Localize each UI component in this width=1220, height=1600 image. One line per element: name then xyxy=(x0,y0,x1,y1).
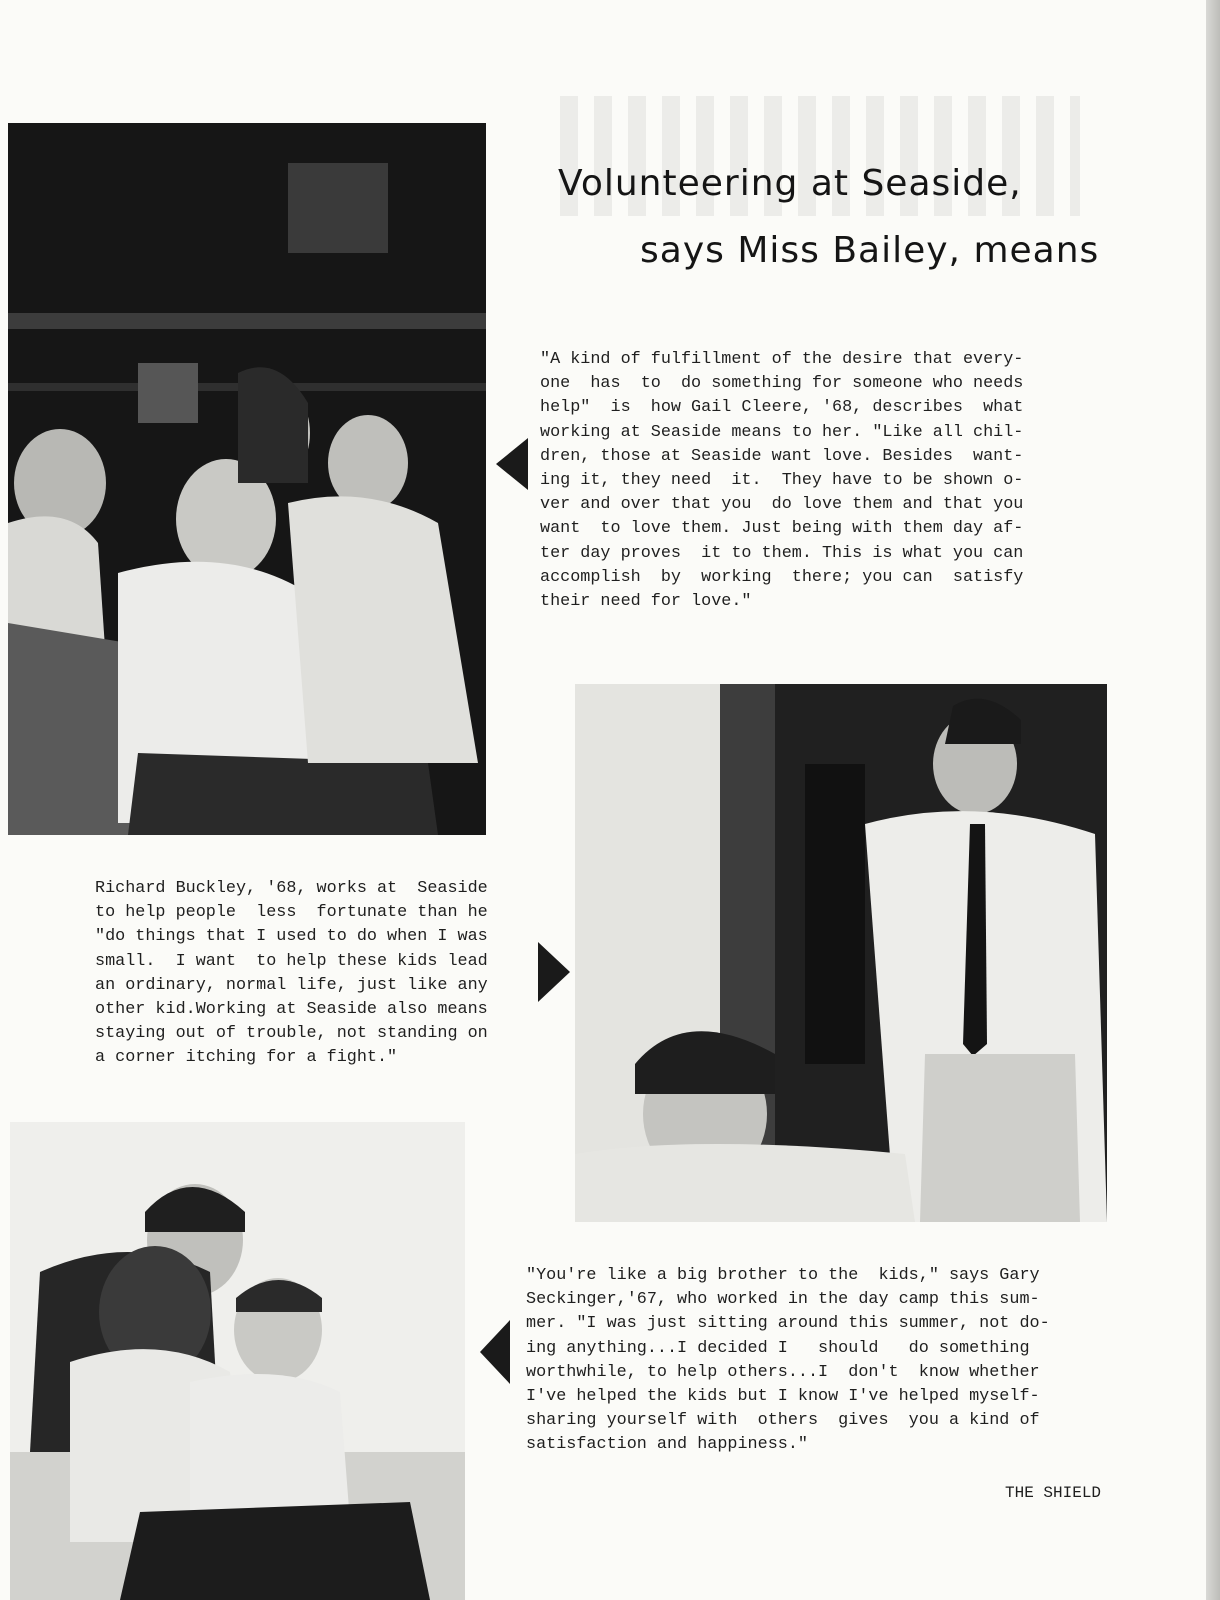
text-line: sharing yourself with others gives you a kind of xyxy=(526,1411,1040,1431)
headline-line-1: Volunteering at Seaside, xyxy=(558,163,1022,204)
text-line: Seckinger,'67, who worked in the day camp this sum- xyxy=(526,1290,1040,1310)
text-line: satisfaction and happiness." xyxy=(526,1435,808,1455)
photo-children-hugging xyxy=(10,1122,465,1600)
text-line: a corner itching for a fight." xyxy=(95,1048,398,1068)
text-line: ing anything...I decided I should do something xyxy=(526,1338,1030,1358)
text-line: "You're like a big brother to the kids," says Gary xyxy=(526,1266,1040,1285)
photo-boy-with-child xyxy=(575,684,1107,1222)
text-line: want to love them. Just being with them day af- xyxy=(540,519,1024,539)
headline-line-2: says Miss Bailey, means xyxy=(640,230,1100,271)
text-line: worthwhile, to help others...I don't know whether xyxy=(526,1362,1040,1382)
text-line: ver and over that you do love them and that you xyxy=(540,495,1024,515)
text-line: to help people less fortunate than he xyxy=(95,903,488,923)
text-line: ter day proves it to them. This is what you can xyxy=(540,543,1024,563)
text-line: staying out of trouble, not standing on xyxy=(95,1024,488,1044)
text-line: one has to do something for someone who needs xyxy=(540,374,1024,394)
pointer-arrow-right xyxy=(538,942,570,1002)
pointer-arrow-left xyxy=(480,1320,510,1384)
photo-group-seated xyxy=(8,123,486,835)
text-line: their need for love." xyxy=(540,592,752,612)
text-line: dren, those at Seaside want love. Besides want- xyxy=(540,446,1024,466)
page-edge-shadow xyxy=(1206,0,1220,1600)
text-line: I've helped the kids but I know I've helped myself- xyxy=(526,1387,1040,1407)
text-line: mer. "I was just sitting around this summer, not do- xyxy=(526,1314,1050,1334)
text-line: ing it, they need it. They have to be shown o- xyxy=(540,471,1024,491)
text-line: "A kind of fulfillment of the desire that every- xyxy=(540,350,1024,369)
text-line: working at Seaside means to her. "Like all chil- xyxy=(540,422,1024,442)
quote-gail-cleere xyxy=(540,348,1023,614)
pointer-arrow-left xyxy=(496,438,528,490)
quote-richard-buckley xyxy=(95,877,488,1071)
text-line: small. I want to help these kids lead xyxy=(95,951,488,971)
publication-footer: THE SHIELD xyxy=(1005,1484,1102,1502)
text-line: other kid.Working at Seaside also means xyxy=(95,1000,488,1020)
text-line: Richard Buckley, '68, works at Seaside xyxy=(95,879,488,898)
text-line: help" is how Gail Cleere, '68, describes what xyxy=(540,398,1024,418)
text-line: accomplish by working there; you can satisfy xyxy=(540,567,1024,587)
text-line: "do things that I used to do when I was xyxy=(95,927,488,947)
quote-gary-seckinger xyxy=(526,1264,1050,1458)
text-line: an ordinary, normal life, just like any xyxy=(95,975,488,995)
